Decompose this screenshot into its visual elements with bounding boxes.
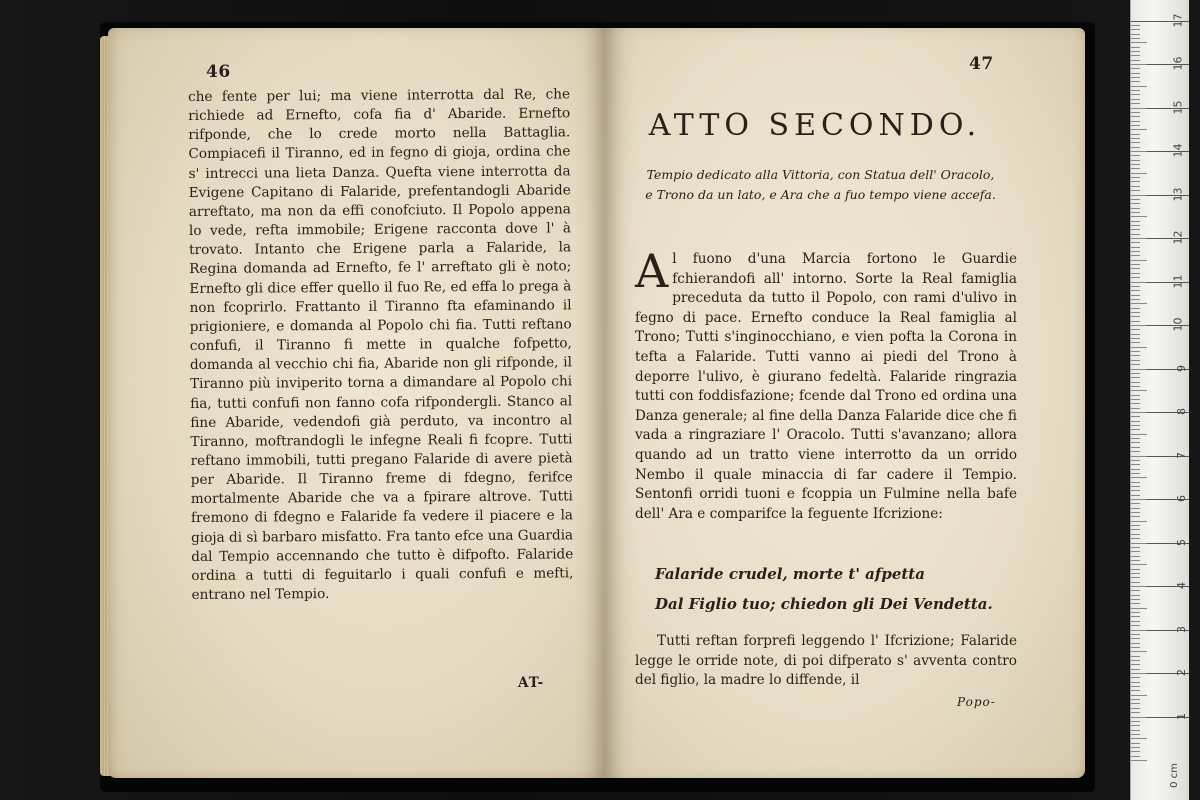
ruler-mm-tick — [1131, 730, 1140, 731]
ruler-mm-tick — [1131, 460, 1140, 461]
ruler-mm-tick — [1131, 673, 1147, 674]
ruler-mm-tick — [1131, 669, 1140, 670]
ruler-mm-tick — [1131, 64, 1147, 65]
ruler-mm-tick — [1131, 395, 1140, 396]
ruler-label: 14 — [1171, 143, 1185, 158]
ruler-mm-tick — [1131, 42, 1147, 43]
ruler-mm-tick — [1131, 447, 1140, 448]
ruler-mm-tick — [1131, 429, 1140, 430]
ruler-mm-tick — [1131, 616, 1140, 617]
inscription-line-2: Dal Figlio tuo; chiedon gli Dei Vendetta. — [655, 595, 993, 613]
ruler-mm-tick — [1131, 181, 1140, 182]
ruler-mm-tick — [1131, 712, 1140, 713]
ruler-mm-tick — [1131, 582, 1140, 583]
ruler-mm-tick — [1131, 55, 1140, 56]
ruler-mm-tick — [1131, 634, 1140, 635]
ruler-label: 6 — [1175, 495, 1188, 502]
ruler-mm-tick — [1131, 477, 1147, 478]
ruler-mm-tick — [1131, 34, 1140, 35]
ruler-mm-tick — [1131, 543, 1147, 544]
ruler-mm-tick — [1131, 355, 1140, 356]
ruler-mm-tick — [1131, 277, 1140, 278]
ruler-label: 2 — [1175, 669, 1188, 676]
ruler-mm-tick — [1131, 656, 1140, 657]
left-page — [108, 28, 605, 778]
ruler-mm-tick — [1131, 268, 1140, 269]
ruler-mm-tick — [1131, 229, 1140, 230]
ruler-label: 1 — [1175, 712, 1188, 720]
catchword-left: AT- — [518, 675, 545, 691]
ruler-mm-tick — [1131, 647, 1140, 648]
ruler-mm-tick — [1131, 408, 1140, 409]
ruler-mm-tick — [1131, 338, 1140, 339]
ruler-label: 8 — [1175, 408, 1188, 415]
act-title: ATTO SECONDO. — [648, 108, 982, 143]
ruler-mm-tick — [1131, 325, 1147, 326]
ruler-mm-tick — [1131, 264, 1140, 265]
ruler-mm-tick — [1131, 482, 1140, 483]
ruler-mm-tick — [1131, 216, 1147, 217]
ruler-mm-tick — [1131, 129, 1147, 130]
ruler-mm-tick — [1131, 203, 1140, 204]
ruler-mm-tick — [1131, 68, 1140, 69]
ruler-mm-tick — [1131, 399, 1140, 400]
ruler-mm-tick — [1131, 360, 1140, 361]
ruler-mm-tick — [1131, 690, 1140, 691]
ruler-mm-tick — [1131, 303, 1147, 304]
ruler-mm-tick — [1131, 547, 1140, 548]
ruler-mm-tick — [1131, 621, 1140, 622]
ruler-mm-tick — [1131, 112, 1140, 113]
ruler-mm-tick — [1131, 351, 1140, 352]
ruler-mm-tick — [1131, 164, 1140, 165]
ruler-mm-tick — [1131, 377, 1140, 378]
ruler-mm-tick — [1131, 612, 1140, 613]
ruler-mm-tick — [1131, 186, 1140, 187]
ruler-mm-tick — [1131, 469, 1140, 470]
catchword-right: Popo- — [957, 695, 996, 709]
ruler-mm-tick — [1131, 255, 1140, 256]
ruler-mm-tick — [1131, 73, 1140, 74]
ruler-mm-tick — [1131, 94, 1140, 95]
ruler-mm-tick — [1131, 608, 1147, 609]
ruler-label: 9 — [1175, 364, 1188, 372]
ruler-mm-tick — [1131, 295, 1140, 296]
ruler-mm-tick — [1131, 725, 1140, 726]
ruler-mm-tick — [1131, 238, 1147, 239]
ruler-mm-tick — [1131, 29, 1140, 30]
right-page — [605, 28, 1085, 778]
ruler-mm-tick — [1131, 173, 1147, 174]
ruler-mm-tick — [1131, 177, 1140, 178]
page-number-left: 46 — [206, 62, 231, 82]
ruler-mm-tick — [1131, 495, 1140, 496]
ruler-mm-tick — [1131, 451, 1140, 452]
ruler-label: 11 — [1171, 274, 1185, 288]
ruler-mm-tick — [1131, 682, 1140, 683]
measurement-ruler — [1130, 0, 1189, 800]
ruler-mm-tick — [1131, 464, 1140, 465]
ruler-mm-tick — [1131, 138, 1140, 139]
ruler-mm-tick — [1131, 534, 1140, 535]
ruler-label: 17 — [1171, 13, 1185, 27]
ruler-mm-tick — [1131, 473, 1140, 474]
ruler-mm-tick — [1131, 221, 1140, 222]
ruler-label: 15 — [1171, 100, 1185, 114]
ruler-mm-tick — [1131, 686, 1140, 687]
ruler-mm-tick — [1131, 151, 1147, 152]
ruler-mm-tick — [1131, 660, 1140, 661]
second-paragraph: Tutti reftan forprefi leggendo l' Ifcrizione; Falaride legge le orride note, di poi difperato s' avventa contro del figlio, la madre lo diffende, il — [635, 633, 1017, 689]
ruler-mm-tick — [1131, 538, 1140, 539]
ruler-mm-tick — [1131, 299, 1140, 300]
ruler-mm-tick — [1131, 116, 1140, 117]
ruler-mm-tick — [1131, 760, 1147, 761]
ruler-mm-tick — [1131, 599, 1140, 600]
ruler-mm-tick — [1131, 242, 1140, 243]
page-number-right: 47 — [969, 54, 994, 74]
ruler-label: 5 — [1175, 538, 1188, 546]
first-paragraph — [635, 244, 1017, 524]
ruler-mm-tick — [1131, 81, 1140, 82]
ruler-mm-tick — [1131, 312, 1140, 313]
ruler-mm-tick — [1131, 434, 1147, 435]
ruler-mm-tick — [1131, 160, 1140, 161]
ruler-mm-tick — [1131, 438, 1140, 439]
ruler-mm-tick — [1131, 638, 1140, 639]
ruler-mm-tick — [1131, 386, 1140, 387]
ruler-mm-tick — [1131, 147, 1140, 148]
ruler-mm-tick — [1131, 486, 1140, 487]
ruler-mm-tick — [1131, 316, 1140, 317]
ruler-mm-tick — [1131, 286, 1140, 287]
ruler-mm-tick — [1131, 155, 1140, 156]
ruler-mm-tick — [1131, 199, 1140, 200]
ruler-mm-tick — [1131, 51, 1140, 52]
ruler-mm-tick — [1131, 369, 1147, 370]
inscription-line-1: Falaride crudel, morte t' afpetta — [655, 565, 925, 583]
ruler-mm-tick — [1131, 195, 1147, 196]
ruler-mm-tick — [1131, 60, 1140, 61]
ruler-mm-tick — [1131, 512, 1140, 513]
ruler-mm-tick — [1131, 695, 1147, 696]
ruler-mm-tick — [1131, 456, 1147, 457]
first-paragraph-text: l fuono d'una Marcia fortono le Guardie fchierandofi all' intorno. Sorte la Real famiglia preceduta da tutto il Popolo, con rami d'ulivo in fegno di pace. Ernefto conduce la Real famiglia al Trono; Tutti s'inginocchiano, e vien pofta la Corona in tefta a Falaride. Tutti vanno ai piedi del Trono à deporre l'ulivo, è giurano fedeltà. Falaride ringrazia tutti con foddisfazione; fcende dal Trono ed ordina una Danza generale; al fine della Danza Falaride dice che fi vada a ringraziare l' Oracolo. Tutti s'avanzano; allora quando ad un tratto viene interrotto da un orrido Nembo il quale minaccia di far cadere il Tempio. Sentonfi orridi tuoni e fcoppia un Fulmine nella bafe dell' Ara e comparifce la feguente Ifcrizione: — [635, 251, 1017, 522]
ruler-mm-tick — [1131, 643, 1140, 644]
ruler-mm-tick — [1131, 717, 1147, 718]
ruler-mm-tick — [1131, 321, 1140, 322]
ruler-label: 13 — [1171, 187, 1185, 201]
ruler-mm-tick — [1131, 412, 1147, 413]
ruler-mm-tick — [1131, 756, 1140, 757]
ruler-mm-tick — [1131, 595, 1140, 596]
ruler-label: 7 — [1175, 451, 1188, 459]
ruler-mm-tick — [1131, 134, 1140, 135]
ruler-mm-tick — [1131, 664, 1140, 665]
ruler-mm-tick — [1131, 499, 1147, 500]
ruler-mm-tick — [1131, 708, 1140, 709]
ruler-mm-tick — [1131, 125, 1140, 126]
ruler-mm-tick — [1131, 103, 1140, 104]
ruler-mm-tick — [1131, 212, 1140, 213]
ruler-mm-tick — [1131, 208, 1140, 209]
ruler-mm-tick — [1131, 586, 1147, 587]
ruler-mm-tick — [1131, 490, 1140, 491]
ruler-mm-tick — [1131, 86, 1147, 87]
ruler-label: 16 — [1171, 56, 1185, 71]
ruler-mm-tick — [1131, 590, 1140, 591]
ruler-mm-tick — [1131, 273, 1140, 274]
ruler-mm-tick — [1131, 77, 1140, 78]
ruler-mm-tick — [1131, 630, 1147, 631]
ruler-label: 3 — [1175, 625, 1188, 633]
ruler-mm-tick — [1131, 516, 1140, 517]
ruler-label: 4 — [1175, 582, 1188, 589]
ruler-mm-tick — [1131, 721, 1140, 722]
ruler-mm-tick — [1131, 38, 1140, 39]
ruler-mm-tick — [1131, 551, 1140, 552]
ruler-mm-tick — [1131, 521, 1147, 522]
ruler-mm-tick — [1131, 168, 1140, 169]
ruler-mm-tick — [1131, 603, 1140, 604]
ruler-mm-tick — [1131, 373, 1140, 374]
ruler-mm-tick — [1131, 503, 1140, 504]
left-page-text: che fente per lui; ma viene interrotta dal Re, che richiede ad Ernefto, cofa fia d' Abaride. Ernefto rifponde, che lo crede morto nella Battaglia. Compiacefi il Tiranno, ed in fegno di gioja, ordina che s' intrecci una lieta Danza. Quefta viene interrotta da Evigene Capitano di Falaride, prefentandogli Abaride arreftato, ma non da effi conofciuto. Il Popolo appena lo vede, refta immobile; Erigene racconta dove l' à trovato. Intanto che Erigene parla a Falaride, la Regina domanda ad Ernefto, fe l' arreftato gli è noto; Ernefto gli dice effer quello il fuo Re, ed effa lo prega à non fcoprirlo. Frattanto il Tiranno fta efaminando il prigioniere, e domanda al Popolo chi fia. Tutti reftano confufi, il Tiranno fi mette in qualche fofpetto, domanda al vecchio chi fia, Abaride non gli rifponde, il Tiranno più inviperito torna a dimandare al Popolo chi fia, tutti confufi non fanno cofa rifpondergli. Stanco al fine Abaride, vedendofi già perduto, va incontro al Tiranno, moftrandogli le infegne Reali fi fcopre. Tutti reftano immobili, tutti pregano Falaride di avere pietà per Abaride. Il Tiranno freme di fdegno, ferifce mortalmente Abaride che va a fpirare altrove. Tutti fremono di fdegno e Falaride fa vedere il piacere e la gioja di sì barbaro misfatto. Fra tanto efce una Guardia dal Tempio accennando che tutto è difpofto. Falaride ordina a tutti di feguitarlo i quali confufi e mefti, entrano nel Tempio. — [188, 86, 574, 604]
drop-cap: A — [635, 244, 669, 298]
ruler-mm-tick — [1131, 560, 1140, 561]
ruler-unit-label: 0 cm — [1169, 763, 1181, 788]
ruler-mm-tick — [1131, 403, 1140, 404]
ruler-mm-tick — [1131, 573, 1140, 574]
scene-description: Tempio dedicato alla Vittoria, con Statua dell' Oracolo, e Trono da un lato, e Ara che a fuo tempo viene accefa. — [645, 167, 996, 202]
ruler-mm-tick — [1131, 569, 1140, 570]
ruler-mm-tick — [1131, 47, 1140, 48]
ruler-mm-tick — [1131, 108, 1147, 109]
ruler-mm-tick — [1131, 425, 1140, 426]
ruler-mm-tick — [1131, 734, 1140, 735]
ruler-mm-tick — [1131, 282, 1147, 283]
ruler-mm-tick — [1131, 225, 1140, 226]
ruler-mm-tick — [1131, 508, 1140, 509]
ruler-mm-tick — [1131, 364, 1140, 365]
ruler-mm-tick — [1131, 751, 1140, 752]
ruler-mm-tick — [1131, 747, 1140, 748]
ruler-mm-tick — [1131, 416, 1140, 417]
ruler-label: 12 — [1171, 230, 1185, 245]
ruler-mm-tick — [1131, 421, 1140, 422]
ruler-mm-tick — [1131, 577, 1140, 578]
ruler-mm-tick — [1131, 529, 1140, 530]
ruler-mm-tick — [1131, 25, 1140, 26]
ruler-mm-tick — [1131, 525, 1140, 526]
ruler-mm-tick — [1131, 90, 1140, 91]
ruler-label: 10 — [1171, 317, 1185, 332]
ruler-mm-tick — [1131, 99, 1140, 100]
ruler-mm-tick — [1131, 247, 1140, 248]
ruler-mm-tick — [1131, 382, 1140, 383]
ruler-mm-tick — [1131, 251, 1140, 252]
ruler-mm-tick — [1131, 190, 1140, 191]
ruler-mm-tick — [1131, 290, 1140, 291]
ruler-mm-tick — [1131, 308, 1140, 309]
ruler-mm-tick — [1131, 260, 1147, 261]
ruler-mm-tick — [1131, 738, 1147, 739]
ruler-mm-tick — [1131, 234, 1140, 235]
ruler-mm-tick — [1131, 329, 1140, 330]
ruler-mm-tick — [1131, 142, 1140, 143]
ruler-mm-tick — [1131, 651, 1147, 652]
ruler-mm-tick — [1131, 390, 1147, 391]
ruler-mm-tick — [1131, 556, 1140, 557]
ruler-mm-tick — [1131, 703, 1140, 704]
ruler-mm-tick — [1131, 677, 1140, 678]
ruler-mm-tick — [1131, 625, 1140, 626]
ruler-mm-tick — [1131, 564, 1147, 565]
ruler-mm-tick — [1131, 743, 1140, 744]
ruler-mm-tick — [1131, 342, 1140, 343]
ruler-tick — [1131, 13, 1189, 27]
ruler-mm-tick — [1131, 699, 1140, 700]
ruler-mm-tick — [1131, 121, 1140, 122]
ruler-mm-tick — [1131, 442, 1140, 443]
ruler-mm-tick — [1131, 334, 1140, 335]
ruler-mm-tick — [1131, 347, 1147, 348]
